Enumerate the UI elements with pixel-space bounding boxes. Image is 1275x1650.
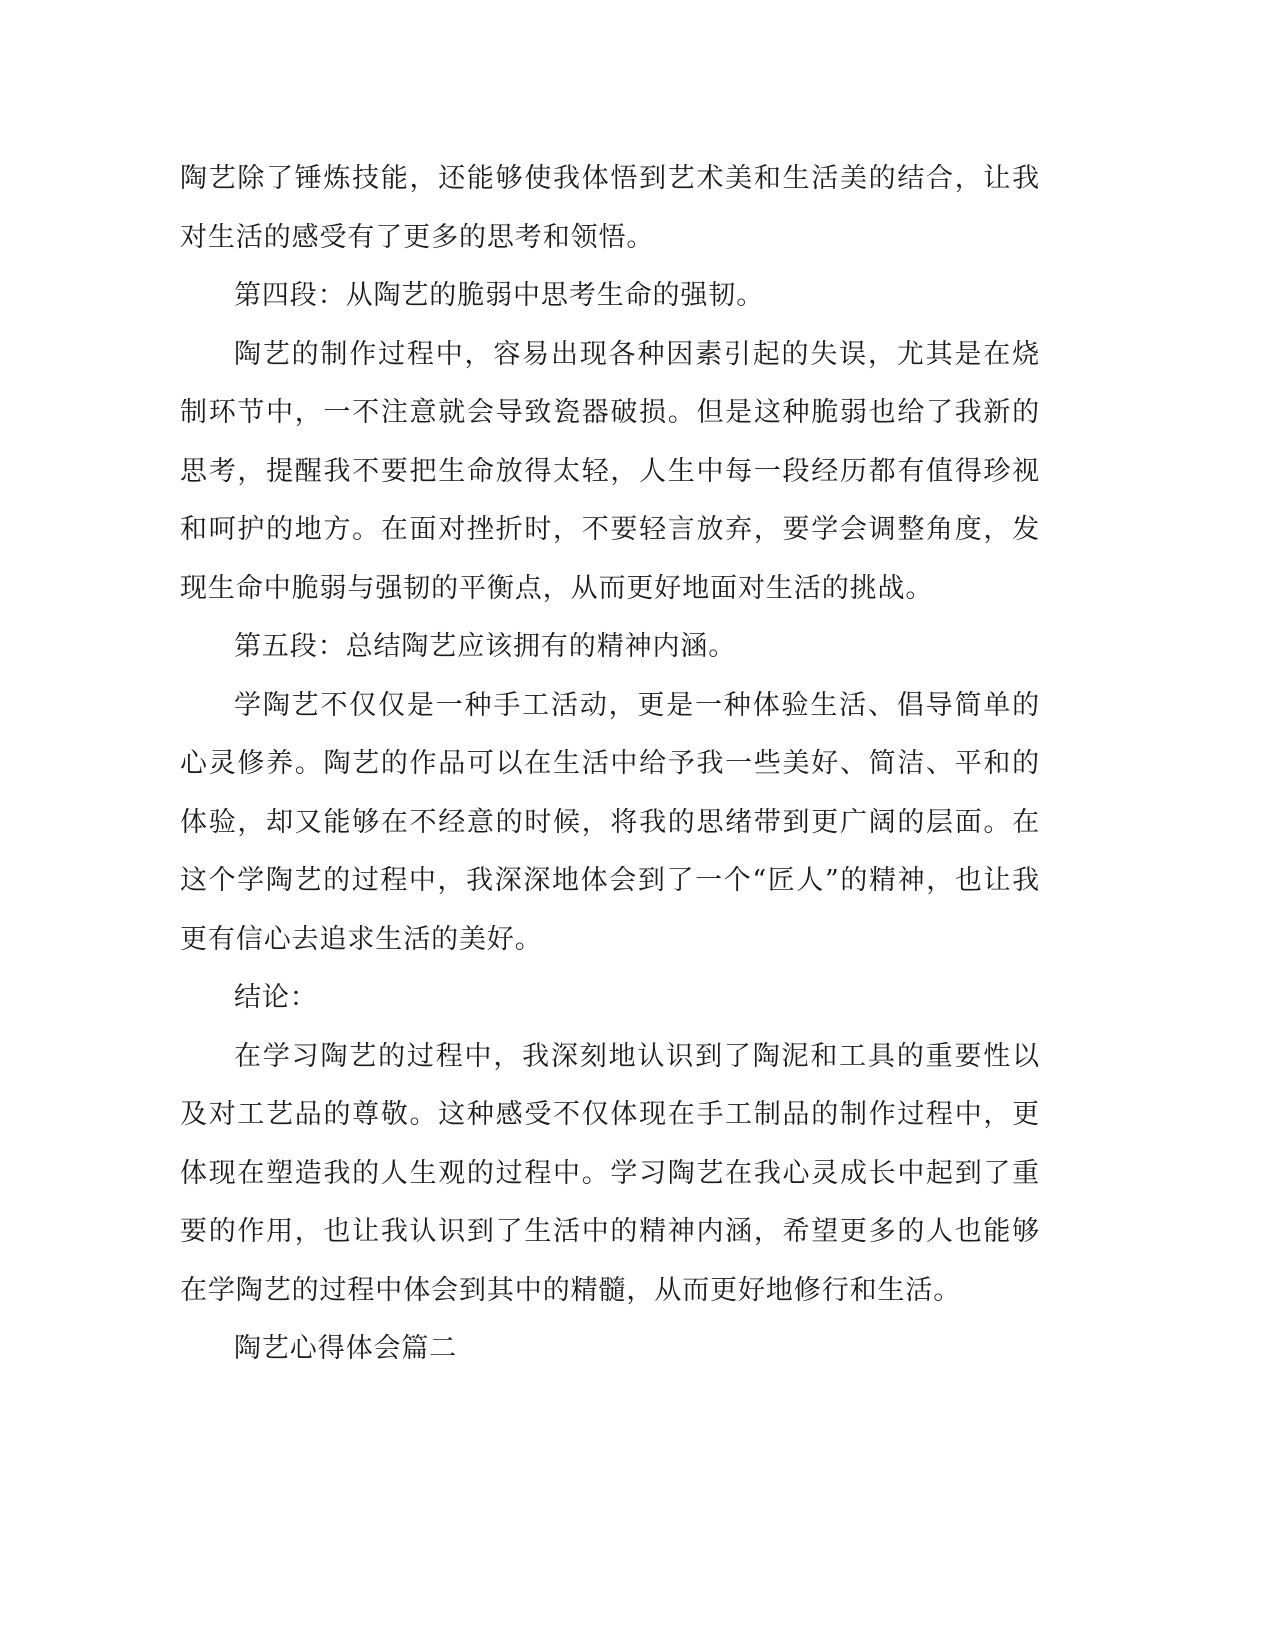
section-heading: 第四段：从陶艺的脆弱中思考生命的强韧。 [234,280,765,311]
document-body [180,150,1040,1379]
body-paragraph: 陶艺除了锤炼技能，还能够使我体悟到艺术美和生活美的结合，让我对生活的感受有了更多的思考和领悟。 [180,163,1040,253]
section-heading: 第五段：总结陶艺应该拥有的精神内涵。 [234,631,737,662]
body-paragraph: 在学习陶艺的过程中，我深刻地认识到了陶泥和工具的重要性以及对工艺品的尊敬。这种感受不仅体现在手工制品的制作过程中，更体现在塑造我的人生观的过程中。学习陶艺在我心灵成长中起到了重要的作用，也让我认识到了生活中的精神内涵，希望更多的人也能够在学陶艺的过程中体会到其中的精髓，从而更好地修行和生活。 [180,1040,1040,1306]
body-paragraph: 陶艺的制作过程中，容易出现各种因素引起的失误，尤其是在烧制环节中，一不注意就会导致瓷器破损。但是这种脆弱也给了我新的思考，提醒我不要把生命放得太轻，人生中每一段经历都有值得珍视和呵护的地方。在面对挫折时，不要轻言放弃，要学会调整角度，发现生命中脆弱与强韧的平衡点，从而更好地面对生活的挑战。 [180,338,1040,604]
section-heading: 结论： [234,982,318,1013]
section-heading: 陶艺心得体会篇二 [234,1333,458,1364]
body-paragraph: 学陶艺不仅仅是一种手工活动，更是一种体验生活、倡导简单的心灵修养。陶艺的作品可以在生活中给予我一些美好、简洁、平和的体验，却又能够在不经意的时候，将我的思绪带到更广阔的层面。在这个学陶艺的过程中，我深深地体会到了一个“匠人”的精神，也让我更有信心去追求生活的美好。 [180,689,1040,955]
